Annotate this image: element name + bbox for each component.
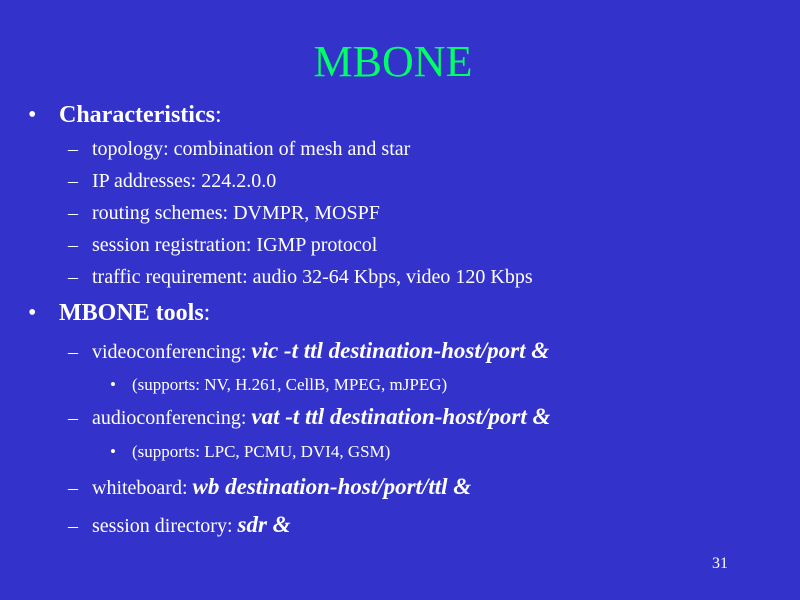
tool-command: vic -t ttl destination-host/port & [251, 338, 550, 363]
sub-item-text: routing schemes: DVMPR, MOSPF [92, 202, 380, 224]
tool-item-videoconferencing [68, 338, 549, 365]
tool-item-session-directory [68, 512, 291, 539]
dash-marker: – [68, 234, 78, 256]
bullet-heading: Characteristics [59, 102, 215, 128]
sub-bullet-marker: • [110, 442, 116, 461]
tool-note [110, 374, 447, 396]
tool-label: audioconferencing: [92, 407, 252, 429]
sub-item-text: IP addresses: 224.2.0.0 [92, 170, 277, 192]
bullet-colon: : [203, 300, 211, 326]
dash-marker: – [68, 341, 78, 363]
tool-item-audioconferencing [68, 404, 550, 431]
slide-title: MBONE [313, 37, 473, 86]
sub-item [68, 264, 533, 290]
dash-marker: – [68, 407, 78, 429]
tool-label: whiteboard: [92, 477, 193, 499]
dash-marker: – [68, 170, 78, 192]
sub-bullet-marker: • [110, 375, 116, 394]
sub-item-text: session registration: IGMP protocol [92, 234, 378, 256]
tool-label: videoconferencing: [92, 341, 252, 363]
bullet-heading: MBONE tools [59, 300, 204, 326]
bullet-marker: • [28, 102, 37, 128]
tool-command: wb destination-host/port/ttl & [192, 474, 472, 499]
bullet-characteristics [28, 100, 222, 130]
tool-label: session directory: [92, 515, 238, 537]
tool-note [110, 441, 390, 463]
tool-item-whiteboard [68, 474, 471, 501]
sub-item-text: traffic requirement: audio 32-64 Kbps, video 120 Kbps [92, 266, 533, 288]
sub-item [68, 232, 377, 258]
sub-item [68, 200, 380, 226]
dash-marker: – [68, 138, 78, 160]
bullet-mbone-tools [28, 298, 210, 328]
bullet-colon: : [214, 102, 222, 128]
sub-item-text: topology: combination of mesh and star [92, 138, 411, 160]
sub-item [68, 136, 410, 162]
bullet-marker: • [28, 300, 37, 326]
tool-note-text: (supports: NV, H.261, CellB, MPEG, mJPEG) [132, 375, 448, 394]
tool-command: vat -t ttl destination-host/port & [251, 404, 551, 429]
sub-item [68, 168, 276, 194]
dash-marker: – [68, 202, 78, 224]
dash-marker: – [68, 477, 78, 499]
dash-marker: – [68, 515, 78, 537]
dash-marker: – [68, 266, 78, 288]
page-number: 31 [712, 555, 728, 572]
tool-command: sdr & [237, 512, 291, 537]
tool-note-text: (supports: LPC, PCMU, DVI4, GSM) [132, 442, 391, 461]
